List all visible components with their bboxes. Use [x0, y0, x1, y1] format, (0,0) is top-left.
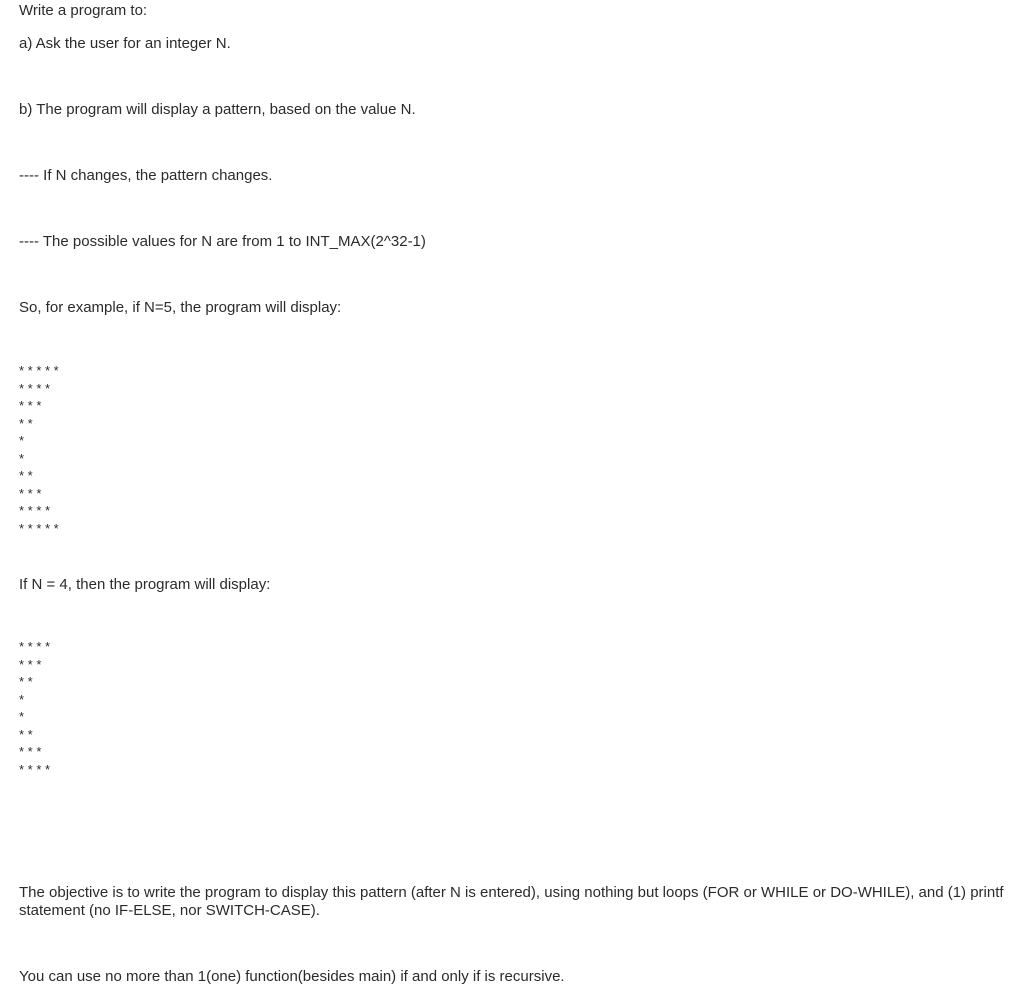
pattern-row: * * [19, 674, 33, 689]
step-a-text: a) Ask the user for an integer N. [19, 35, 231, 52]
pattern-row: * * [19, 468, 33, 483]
constraint-text: You can use no more than 1(one) function(besides main) if and only if is recursive. [19, 968, 565, 985]
example-n4-text: If N = 4, then the program will display: [19, 576, 271, 593]
pattern-row: * * * * [19, 380, 51, 396]
pattern-row: * [19, 691, 25, 707]
pattern-row: * [19, 709, 25, 724]
note-value-range: ---- The possible values for N are from 1 to INT_MAX(2^32-1) [19, 233, 426, 250]
intro-text: Write a program to: [19, 2, 148, 19]
pattern-row: * * * [19, 485, 42, 501]
pattern-row: * * * * * [19, 520, 59, 536]
note-pattern-changes: ---- If N changes, the pattern changes. [19, 167, 273, 184]
pattern-row: * * * * [19, 503, 51, 518]
pattern-row: * * * [19, 656, 42, 672]
pattern-row: * * [19, 415, 33, 431]
pattern-row: * * * * [19, 761, 51, 777]
pattern-row: * * * [19, 398, 42, 413]
pattern-n4 [19, 638, 50, 778]
pattern-row: * * * [19, 744, 42, 759]
pattern-row: * * [19, 726, 33, 742]
example-n5-text: So, for example, if N=5, the program will display: [19, 299, 342, 316]
objective-text: The objective is to write the program to display this pattern (after N is entered), using nothing but loops (FOR or WHILE or DO-WHILE), and (1) printf statement (no IF-ELSE, nor SWITCH-CASE). [19, 884, 1004, 919]
pattern-row: * * * * [19, 639, 51, 654]
pattern-row: * [19, 450, 25, 466]
step-b-text: b) The program will display a pattern, based on the value N. [19, 101, 416, 118]
pattern-row: * [19, 433, 25, 448]
pattern-row: * * * * * [19, 363, 59, 378]
pattern-n5 [19, 362, 59, 537]
